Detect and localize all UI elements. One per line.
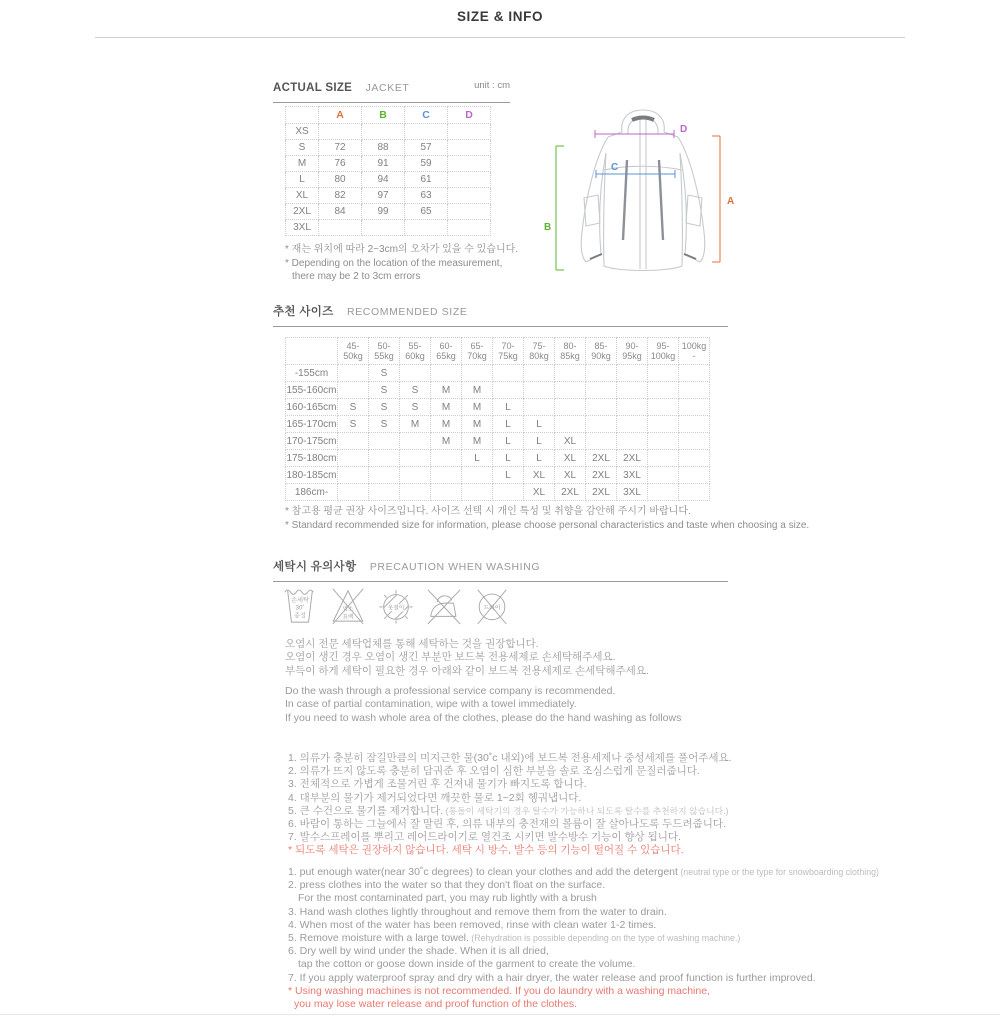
recommended-cell xyxy=(586,399,617,416)
recommended-cell xyxy=(524,382,555,399)
recommended-cell xyxy=(555,416,586,433)
measure-label-d: D xyxy=(680,124,688,135)
no-bleach-icon xyxy=(329,582,367,633)
recommended-cell: L xyxy=(524,450,555,467)
recommended-cell: S xyxy=(369,416,400,433)
recommended-cell xyxy=(369,484,400,501)
recommended-cell xyxy=(369,467,400,484)
recommended-cell xyxy=(648,416,679,433)
step-small-note: (통돌이 세탁기의 경우 탈수가 가능하나 되도록 탈수를 추천하지 않습니다.) xyxy=(443,805,729,816)
size-value-cell xyxy=(448,124,491,140)
step-item xyxy=(288,778,732,791)
recommended-cell: M xyxy=(431,433,462,450)
weight-column-header xyxy=(369,338,400,365)
column-header-C: C xyxy=(405,107,448,124)
weight-column-header xyxy=(679,338,710,365)
recommended-size-header xyxy=(273,302,728,327)
recommended-cell xyxy=(617,416,648,433)
size-value-cell: 80 xyxy=(319,172,362,188)
size-value-cell xyxy=(405,124,448,140)
recommended-cell: L xyxy=(493,416,524,433)
no-dryclean-icon xyxy=(473,582,511,633)
recommended-cell xyxy=(400,450,431,467)
recommended-cell xyxy=(555,382,586,399)
measure-label-c: C xyxy=(611,162,619,173)
recommended-cell: M xyxy=(400,416,431,433)
size-value-cell: 57 xyxy=(405,140,448,156)
washing-intro-en xyxy=(285,685,681,725)
recommended-cell xyxy=(462,467,493,484)
table-row xyxy=(286,220,491,236)
svg-text:손세탁: 손세탁 xyxy=(291,597,309,605)
weight-line2: 70kg xyxy=(467,351,487,361)
recommended-cell: M xyxy=(431,399,462,416)
weight-column-header xyxy=(400,338,431,365)
recommended-cell: 3XL xyxy=(617,484,648,501)
recommended-cell xyxy=(400,484,431,501)
recommended-cell xyxy=(493,484,524,501)
recommended-cell xyxy=(617,433,648,450)
size-value-cell xyxy=(319,124,362,140)
step-small-note: (neutral type or the type for snowboarding clothing) xyxy=(677,867,879,877)
washing-warning-en xyxy=(288,985,879,1011)
step-text: 2. 의류가 뜨지 않도록 충분히 담궈준 후 오염이 심한 부분을 솔로 조심스럽게 문질러줍니다. xyxy=(288,765,700,778)
table-row xyxy=(286,365,710,382)
recommended-cell xyxy=(493,382,524,399)
weight-line1: 55- xyxy=(408,341,422,351)
step-text: 7. If you apply waterproof spray and dry with a hair dryer, the water release and proof function is further improved. xyxy=(288,971,816,984)
table-row xyxy=(286,124,491,140)
recommended-cell xyxy=(648,433,679,450)
table-row xyxy=(286,188,491,204)
measure-d xyxy=(595,130,674,138)
size-value-cell: 61 xyxy=(405,172,448,188)
recommended-cell xyxy=(648,365,679,382)
recommended-cell xyxy=(462,484,493,501)
recommended-cell xyxy=(648,382,679,399)
weight-column-header xyxy=(338,338,369,365)
svg-text:30˚: 30˚ xyxy=(295,604,305,612)
weight-line2: 80kg xyxy=(529,351,549,361)
weight-line1: 85- xyxy=(594,341,608,351)
step-text: 1. put enough water(near 30˚c degrees) to clean your clothes and add the detergent xyxy=(288,866,678,878)
actual-size-title: ACTUAL SIZE xyxy=(273,82,353,94)
recommended-cell: L xyxy=(462,450,493,467)
recommended-cell xyxy=(555,399,586,416)
size-value-cell xyxy=(319,220,362,236)
actual-size-subtitle: JACKET xyxy=(365,82,410,94)
text-line: * Depending on the location of the measurement, xyxy=(285,257,503,269)
table-row xyxy=(286,433,710,450)
actual-size-notes xyxy=(285,243,518,284)
weight-line1: 50- xyxy=(377,341,391,351)
recommended-cell xyxy=(431,484,462,501)
size-value-cell: 91 xyxy=(362,156,405,172)
text-line: 오염시 전문 세탁업체를 통해 세탁하는 것을 권장합니다. xyxy=(285,638,539,650)
page-title: SIZE & INFO xyxy=(456,9,544,24)
recommended-size-notes xyxy=(285,505,809,532)
recommended-cell: L xyxy=(524,433,555,450)
recommended-cell: M xyxy=(462,382,493,399)
table-header-row xyxy=(286,107,491,124)
step-text: 6. 바람이 통하는 그늘에서 잘 말린 후, 의류 내부의 충전재의 볼륨이 잘 살아나도록 두드려줍니다. xyxy=(288,818,726,831)
size-value-cell: 63 xyxy=(405,188,448,204)
weight-column-header xyxy=(493,338,524,365)
recommended-cell: XL xyxy=(555,467,586,484)
recommended-cell xyxy=(493,365,524,382)
size-label: 3XL xyxy=(286,220,319,236)
recommended-cell xyxy=(617,399,648,416)
recommended-cell: L xyxy=(493,433,524,450)
recommended-cell: 3XL xyxy=(617,467,648,484)
recommended-cell xyxy=(586,365,617,382)
size-label: XL xyxy=(286,188,319,204)
step-item xyxy=(288,831,732,844)
recommended-cell xyxy=(524,399,555,416)
recommended-cell: S xyxy=(369,382,400,399)
size-value-cell: 59 xyxy=(405,156,448,172)
recommended-cell xyxy=(338,484,369,501)
weight-column-header xyxy=(586,338,617,365)
recommended-cell: M xyxy=(431,416,462,433)
washing-icons xyxy=(281,582,511,633)
recommended-cell: S xyxy=(400,399,431,416)
recommended-cell: S xyxy=(338,399,369,416)
step-continuation: tap the cotton or goose down inside of the garment to create the volume. xyxy=(298,958,636,971)
recommended-cell: M xyxy=(462,416,493,433)
weight-line2: 65kg xyxy=(436,351,456,361)
weight-line2: 85kg xyxy=(560,351,580,361)
recommended-cell xyxy=(400,467,431,484)
size-value-cell xyxy=(448,140,491,156)
recommended-cell xyxy=(617,382,648,399)
step-text: 3. 전체적으로 가볍게 조물거린 후 건져내 물기가 빠지도록 합니다. xyxy=(288,778,587,791)
weight-line2: 75kg xyxy=(498,351,518,361)
size-value-cell: 97 xyxy=(362,188,405,204)
washing-steps-en xyxy=(288,866,879,1011)
recommended-cell: L xyxy=(524,416,555,433)
size-label: 2XL xyxy=(286,204,319,220)
handwash-icon xyxy=(281,582,319,633)
measure-b xyxy=(556,146,564,270)
recommended-cell: S xyxy=(369,365,400,382)
step-small-note: (Rehydration is possible depending on the type of washing machine.) xyxy=(468,933,741,944)
step-text: 7. 발수스프레이를 뿌리고 레어드라이기로 열건조 시키면 발수방수 기능이 향상 됩니다. xyxy=(288,831,681,844)
weight-column-header xyxy=(617,338,648,365)
recommended-cell xyxy=(648,467,679,484)
recommended-cell xyxy=(369,433,400,450)
weight-line1: 45- xyxy=(346,341,360,351)
size-value-cell: 84 xyxy=(319,204,362,220)
recommended-cell xyxy=(400,365,431,382)
height-label: -155cm xyxy=(286,365,338,382)
weight-column-header xyxy=(462,338,493,365)
recommended-cell xyxy=(679,399,710,416)
step-item xyxy=(288,805,732,818)
size-label: M xyxy=(286,156,319,172)
measure-label-b: B xyxy=(544,222,552,233)
step-item xyxy=(288,752,732,765)
step-text: 2. press clothes into the water so that they don't float on the surface. xyxy=(288,879,606,892)
step-item xyxy=(288,866,879,879)
table-row xyxy=(286,467,710,484)
step-item xyxy=(288,919,879,932)
recommended-cell xyxy=(586,382,617,399)
text-line: 오염이 생긴 경우 오염이 생긴 부분만 보드복 전용세제로 손세탁해주세요. xyxy=(285,651,616,664)
table-row xyxy=(286,450,710,467)
size-value-cell xyxy=(448,204,491,220)
shade-dry-icon xyxy=(377,582,415,633)
text-line: In case of partial contamination, wipe with a towel immediately. xyxy=(285,698,577,711)
recommended-cell: XL xyxy=(524,484,555,501)
svg-text:표백: 표백 xyxy=(342,614,354,621)
recommended-cell: S xyxy=(338,416,369,433)
size-value-cell xyxy=(448,188,491,204)
size-value-cell: 72 xyxy=(319,140,362,156)
recommended-cell: 2XL xyxy=(586,484,617,501)
jacket-trim-details xyxy=(590,118,696,260)
step-item xyxy=(288,932,879,945)
table-row xyxy=(286,156,491,172)
warning-line: * 되도록 세탁은 권장하지 않습니다. 세탁 시 방수, 발수 등의 기능이 떨어질 수 있습니다. xyxy=(288,844,684,857)
height-label: 155-160cm xyxy=(286,382,338,399)
recommended-size-table xyxy=(285,337,710,501)
recommended-cell: XL xyxy=(524,467,555,484)
step-text: 4. When most of the water has been removed, rinse with clean water 1-2 times. xyxy=(288,918,657,931)
table-header-row xyxy=(286,338,710,365)
corner-cell xyxy=(286,338,338,365)
no-iron-icon xyxy=(425,582,463,633)
table-row xyxy=(286,399,710,416)
step-item xyxy=(288,945,879,958)
weight-line1: 90- xyxy=(625,341,639,351)
table-row xyxy=(286,172,491,188)
step-text: 5. 큰 수건으로 물기를 제거합니다. xyxy=(288,804,444,817)
recommended-size-subtitle: RECOMMENDED SIZE xyxy=(347,306,468,318)
jacket-zipper-details xyxy=(623,160,663,240)
recommended-cell xyxy=(679,416,710,433)
actual-size-table xyxy=(285,106,491,236)
recommended-cell: 2XL xyxy=(586,467,617,484)
recommended-cell xyxy=(338,433,369,450)
recommended-cell xyxy=(524,365,555,382)
step-text: 4. 대부분의 물기가 제거되었다면 깨끗한 물로 1~2회 헹궈냅니다. xyxy=(288,791,582,804)
size-value-cell xyxy=(448,220,491,236)
step-item xyxy=(288,972,879,985)
size-value-cell xyxy=(362,124,405,140)
washing-intro-ko xyxy=(285,638,649,678)
recommended-cell xyxy=(679,433,710,450)
recommended-cell: M xyxy=(462,399,493,416)
weight-line1: 75- xyxy=(532,341,546,351)
size-value-cell xyxy=(448,156,491,172)
svg-text:중성: 중성 xyxy=(294,612,306,620)
corner-cell xyxy=(286,107,319,124)
height-label: 165-170cm xyxy=(286,416,338,433)
recommended-size-title: 추천 사이즈 xyxy=(273,306,334,318)
text-line: 부득이 하게 세탁이 필요한 경우 아래와 같이 보드복 전용세제로 손세탁해주세요. xyxy=(285,664,649,677)
table-row xyxy=(286,416,710,433)
recommended-cell xyxy=(338,450,369,467)
height-label: 180-185cm xyxy=(286,467,338,484)
recommended-cell xyxy=(648,399,679,416)
step-text: 3. Hand wash clothes lightly throughout and remove them from the water to drain. xyxy=(288,905,667,918)
size-value-cell xyxy=(405,220,448,236)
size-value-cell xyxy=(362,220,405,236)
weight-line1: 65- xyxy=(470,341,484,351)
measure-label-a: A xyxy=(727,196,735,207)
top-divider xyxy=(95,37,905,38)
weight-line2: 60kg xyxy=(405,351,425,361)
warning-line: * Using washing machines is not recommended. If you do laundry with a washing machine, xyxy=(288,984,710,997)
size-label: L xyxy=(286,172,319,188)
recommended-cell xyxy=(369,450,400,467)
size-value-cell: 99 xyxy=(362,204,405,220)
washing-warning-ko xyxy=(288,844,732,857)
jacket-diagram xyxy=(538,90,748,300)
weight-line2: - xyxy=(692,351,696,361)
svg-text:염소: 염소 xyxy=(342,606,354,613)
step-text: 6. Dry well by wind under the shade. When it is all dried, xyxy=(288,945,549,958)
recommended-cell: XL xyxy=(555,433,586,450)
weight-line2: 100kg xyxy=(650,351,676,361)
step-text: 1. 의류가 충분히 잠길만큼의 미지근한 물(30˚c 내외)에 보드복 전용세제나 중성세제를 풀어주세요. xyxy=(288,752,732,764)
weight-line1: 95- xyxy=(656,341,670,351)
weight-line1: 100kg xyxy=(681,341,707,351)
recommended-cell xyxy=(462,365,493,382)
step-item xyxy=(288,879,879,892)
washing-header xyxy=(273,557,728,582)
step-item xyxy=(288,792,732,805)
washing-subtitle: PRECAUTION WHEN WASHING xyxy=(369,561,541,573)
text-line: Do the wash through a professional service company is recommended. xyxy=(285,685,616,697)
weight-line2: 50kg xyxy=(343,351,363,361)
weight-column-header xyxy=(431,338,462,365)
recommended-cell xyxy=(338,365,369,382)
weight-line2: 95kg xyxy=(622,351,642,361)
weight-line2: 55kg xyxy=(374,351,394,361)
text-line: * 참고용 평균 권장 사이즈입니다. 사이즈 선택 시 개인 특성 및 취향을 감안해 주시기 바랍니다. xyxy=(285,506,691,517)
recommended-cell xyxy=(648,484,679,501)
bottom-divider xyxy=(0,1014,1000,1015)
measure-a xyxy=(712,136,720,262)
size-value-cell: 76 xyxy=(319,156,362,172)
weight-line1: 60- xyxy=(439,341,453,351)
table-row xyxy=(286,140,491,156)
unit-label: unit : cm xyxy=(474,80,510,91)
recommended-cell: 2XL xyxy=(586,450,617,467)
recommended-cell xyxy=(679,450,710,467)
step-item xyxy=(288,818,732,831)
recommended-cell xyxy=(400,433,431,450)
size-value-cell: 65 xyxy=(405,204,448,220)
recommended-cell: 2XL xyxy=(555,484,586,501)
step-text: 5. Remove moisture with a large towel. xyxy=(288,932,469,945)
size-value-cell: 88 xyxy=(362,140,405,156)
size-value-cell xyxy=(448,172,491,188)
table-row xyxy=(286,204,491,220)
weight-line1: 80- xyxy=(563,341,577,351)
height-label: 170-175cm xyxy=(286,433,338,450)
weight-line1: 70- xyxy=(501,341,515,351)
recommended-cell: L xyxy=(493,467,524,484)
size-label: S xyxy=(286,140,319,156)
recommended-cell xyxy=(586,433,617,450)
size-value-cell: 94 xyxy=(362,172,405,188)
recommended-cell xyxy=(679,467,710,484)
recommended-cell xyxy=(338,382,369,399)
recommended-cell xyxy=(338,467,369,484)
table-row xyxy=(286,484,710,501)
text-line: there may be 2 to 3cm errors xyxy=(292,271,421,282)
text-line: If you need to wash whole area of the clothes, please do the hand washing as follows xyxy=(285,711,682,724)
text-line: * Standard recommended size for information, please choose personal characteristics and taste when choosing a size. xyxy=(285,519,810,531)
weight-column-header xyxy=(648,338,679,365)
weight-column-header xyxy=(555,338,586,365)
measure-c xyxy=(596,170,675,178)
height-label: 175-180cm xyxy=(286,450,338,467)
recommended-cell: S xyxy=(369,399,400,416)
step-continuation: For the most contaminated part, you may rub lightly with a brush xyxy=(298,892,597,905)
table-row xyxy=(286,382,710,399)
washing-title: 세탁시 유의사항 xyxy=(273,561,357,573)
recommended-cell xyxy=(679,484,710,501)
recommended-cell: S xyxy=(400,382,431,399)
column-header-D: D xyxy=(448,107,491,124)
recommended-cell xyxy=(586,416,617,433)
actual-size-header xyxy=(273,78,510,103)
washing-steps-ko xyxy=(288,752,732,858)
recommended-cell xyxy=(617,365,648,382)
recommended-cell xyxy=(431,467,462,484)
weight-column-header xyxy=(524,338,555,365)
height-label: 186cm- xyxy=(286,484,338,501)
recommended-cell: M xyxy=(431,382,462,399)
column-header-B: B xyxy=(362,107,405,124)
recommended-cell xyxy=(679,365,710,382)
recommended-cell: XL xyxy=(555,450,586,467)
recommended-cell xyxy=(555,365,586,382)
weight-line2: 90kg xyxy=(591,351,611,361)
step-item xyxy=(288,765,732,778)
warning-line: you may lose water release and proof function of the clothes. xyxy=(294,998,578,1011)
recommended-cell xyxy=(679,382,710,399)
step-item xyxy=(288,906,879,919)
recommended-cell xyxy=(431,365,462,382)
height-label: 160-165cm xyxy=(286,399,338,416)
size-label: XS xyxy=(286,124,319,140)
svg-text:드라이: 드라이 xyxy=(483,605,501,612)
recommended-cell: L xyxy=(493,450,524,467)
recommended-cell: L xyxy=(493,399,524,416)
recommended-cell xyxy=(431,450,462,467)
recommended-cell: 2XL xyxy=(617,450,648,467)
svg-text:옷걸이: 옷걸이 xyxy=(387,605,405,612)
column-header-A: A xyxy=(319,107,362,124)
recommended-cell xyxy=(648,450,679,467)
text-line: * 재는 위치에 따라 2~3cm의 오차가 있을 수 있습니다. xyxy=(285,244,519,255)
recommended-cell: M xyxy=(462,433,493,450)
size-value-cell: 82 xyxy=(319,188,362,204)
